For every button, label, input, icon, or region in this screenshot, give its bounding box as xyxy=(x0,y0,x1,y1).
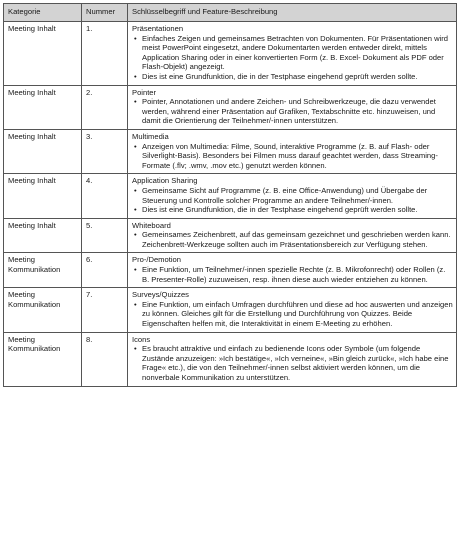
table-row xyxy=(4,85,457,129)
table-row xyxy=(4,129,457,173)
cell-kategorie: Meeting Kommunikation xyxy=(4,253,82,288)
feature-title: Pro-/Demotion xyxy=(132,255,181,265)
bullet-item: • Eine Funktion, um einfach Umfragen durchführen und diese ad hoc auswerten und anzeigen zu können. Gleiches gilt für die Erstellung und Durchführung von Quizzes. Beide Eigenschaften helfen mit, die Interaktivität in einem E-Meeting zu erhöhen. xyxy=(132,300,453,329)
bullet-item: • Einfaches Zeigen und gemeinsames Betrachten von Dokumenten. Für Präsentationen wird meist PowerPoint eingesetzt, andere Dokumentarten werden entweder direkt, mittels Application Sharing oder in einer konvertierten Form (z. B. Excel- Dokument als PDF oder Flash-Objekt) angezeigt. xyxy=(132,34,453,72)
cell-nummer: 7. xyxy=(82,288,128,332)
cell-nummer: 1. xyxy=(82,22,128,86)
bullet-item: • Dies ist eine Grundfunktion, die in der Testphase eingehend geprüft werden sollte. xyxy=(132,205,453,215)
cell-nummer: 6. xyxy=(82,253,128,288)
table-row xyxy=(4,218,457,253)
cell-beschreibung xyxy=(128,218,457,253)
bullet-list xyxy=(132,265,453,284)
feature-title: Pointer xyxy=(132,87,157,97)
cell-kategorie: Meeting Kommunikation xyxy=(4,288,82,332)
cell-nummer: 8. xyxy=(82,332,128,386)
table-row xyxy=(4,174,457,218)
feature-title: Surveys/Quizzes xyxy=(132,290,189,300)
cell-beschreibung xyxy=(128,332,457,386)
bullet-list xyxy=(132,34,453,82)
table-header-row xyxy=(4,4,457,22)
cell-nummer: 3. xyxy=(82,129,128,173)
bullet-list xyxy=(132,230,453,249)
table-row xyxy=(4,22,457,86)
feature-title: Präsentationen xyxy=(132,24,184,33)
table-row xyxy=(4,253,457,288)
cell-kategorie: Meeting Inhalt xyxy=(4,85,82,129)
cell-beschreibung xyxy=(128,174,457,218)
cell-beschreibung xyxy=(128,22,457,86)
table-row xyxy=(4,288,457,332)
feature-title: Multimedia xyxy=(132,131,169,141)
cell-kategorie: Meeting Kommunikation xyxy=(4,332,82,386)
cell-beschreibung xyxy=(128,129,457,173)
bullet-item: • Gemeinsames Zeichenbrett, auf das gemeinsam gezeichnet und geschrieben werden kann. Zeichenbrett-Werkzeuge sollten auch im Präsentationsbereich zur Verfügung stehen. xyxy=(132,230,453,249)
bullet-list xyxy=(132,300,453,329)
cell-nummer: 5. xyxy=(82,218,128,253)
cell-beschreibung xyxy=(128,253,457,288)
cell-beschreibung xyxy=(128,85,457,129)
cell-kategorie: Meeting Inhalt xyxy=(4,174,82,218)
cell-kategorie: Meeting Inhalt xyxy=(4,129,82,173)
header-nummer: Nummer xyxy=(82,4,128,22)
bullet-item: • Eine Funktion, um Teilnehmer/-innen spezielle Rechte (z. B. Mikrofonrecht) oder Rollen (z. B. Presenter-Rolle) zuzuweisen, resp. ihnen diese auch wieder entziehen zu können. xyxy=(132,265,453,284)
cell-nummer: 4. xyxy=(82,174,128,218)
feature-title: Application Sharing xyxy=(132,176,198,186)
cell-kategorie: Meeting Inhalt xyxy=(4,218,82,253)
cell-beschreibung xyxy=(128,288,457,332)
header-beschreibung: Schlüsselbegriff und Feature-Beschreibung xyxy=(128,4,457,22)
header-kategorie: Kategorie xyxy=(4,4,82,22)
bullet-item: • Pointer, Annotationen und andere Zeichen- und Schreibwerkzeuge, die dazu verwendet werden, während einer Präsentation auf Grafiken, Textabschnitte etc. hinzuweisen, und damit die Orientierung der Teilnehmer/-innen unterstützen. xyxy=(132,97,453,126)
bullet-list xyxy=(132,186,453,215)
bullet-item: • Es braucht attraktive und einfach zu bedienende Icons oder Symbole (um folgende Zustände anzuzeigen: »Ich bestätige«, »Ich verneine«, »Bin gleich zurück«, »Ich habe eine Frage« etc.), die von den Teilnehmer/-innen selbst aktiviert werden können, um die nonverbale Kommunikation zu unterstützen. xyxy=(132,344,453,382)
bullet-list xyxy=(132,97,453,126)
bullet-list xyxy=(132,344,453,382)
bullet-item: • Dies ist eine Grundfunktion, die in der Testphase eingehend geprüft werden sollte. xyxy=(132,72,453,82)
table-body xyxy=(4,22,457,387)
bullet-item: • Anzeigen von Multimedia: Filme, Sound, interaktive Programme (z. B. auf Flash- oder Silverlight-Basis). Besonders bei Filmen muss darauf geachtet werden, dass Streaming-Formate (.flv; .wmv, .mov etc.) genutzt werden können. xyxy=(132,142,453,171)
bullet-list xyxy=(132,142,453,171)
feature-title: Whiteboard xyxy=(132,220,171,230)
cell-kategorie: Meeting Inhalt xyxy=(4,22,82,86)
feature-title: Icons xyxy=(132,334,151,344)
cell-nummer: 2. xyxy=(82,85,128,129)
table-row xyxy=(4,332,457,386)
feature-table xyxy=(3,3,457,387)
bullet-item: • Gemeinsame Sicht auf Programme (z. B. eine Office-Anwendung) und Übergabe der Steuerung und Kontrolle solcher Programme an andere Teilnehmer/-innen. xyxy=(132,186,453,205)
